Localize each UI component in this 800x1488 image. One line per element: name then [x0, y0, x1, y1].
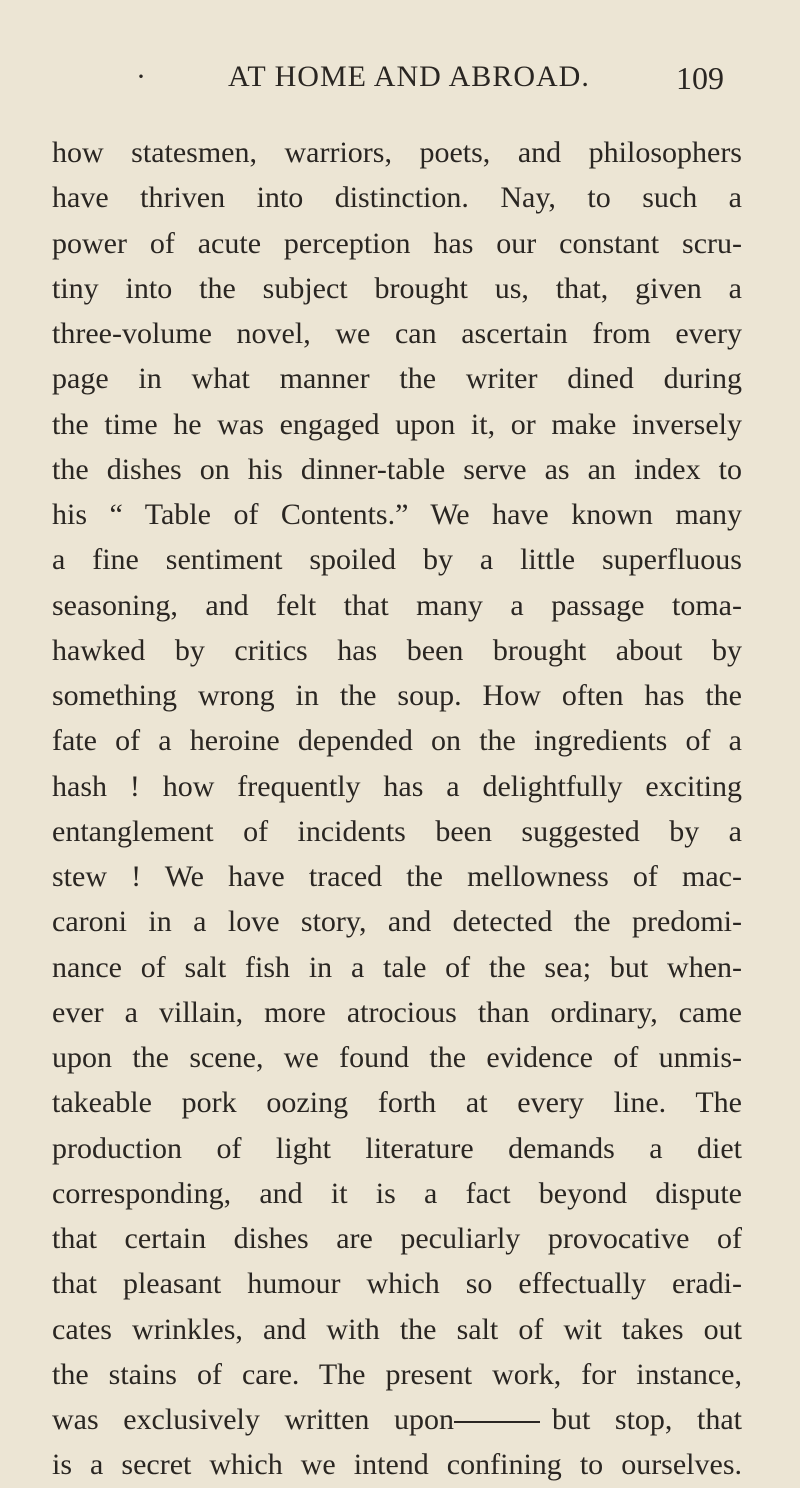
text-line: that certain dishes are peculiarly provocative of: [52, 1222, 742, 1255]
text-line: that pleasant humour which so effectually eradi-: [52, 1267, 742, 1301]
text-fragment: but stop, that: [552, 1403, 742, 1436]
running-title: AT HOME AND ABROAD.: [228, 60, 590, 93]
text-line: the time he was engaged upon it, or make inversely: [52, 407, 742, 441]
text-line: production of light literature demands a diet: [52, 1131, 742, 1165]
text-line: stew ! We have traced the mellowness of mac-: [52, 860, 742, 893]
text-fragment: was exclusively written upon: [52, 1403, 454, 1436]
text-line: a fine sentiment spoiled by a little superfluous: [52, 543, 742, 577]
header-dot: ·: [136, 60, 146, 93]
text-line: three-volume novel, we can ascertain from every: [52, 317, 742, 350]
text-line: is a secret which we intend confining to ourselves.: [52, 1448, 742, 1482]
body-text: [52, 130, 742, 1488]
text-line: fate of a heroine depended on the ingredients of a: [52, 724, 742, 758]
text-line: page in what manner the writer dined during: [52, 362, 742, 396]
text-line: entanglement of incidents been suggested by a: [52, 814, 742, 848]
text-line: hawked by critics has been brought about by: [52, 633, 742, 667]
text-line: something wrong in the soup. How often has the: [52, 679, 742, 712]
text-line: corresponding, and it is a fact beyond dispute: [52, 1176, 742, 1210]
text-line: nance of salt fish in a tale of the sea; but when-: [52, 950, 742, 984]
text-line: takeable pork oozing forth at every line. The: [52, 1086, 742, 1120]
text-line: his “ Table of Contents.” We have known many: [52, 498, 742, 531]
text-line: power of acute perception has our constant scru-: [52, 226, 742, 260]
text-line: seasoning, and felt that many a passage toma-: [52, 588, 742, 622]
text-line: the dishes on his dinner-table serve as an index to: [52, 452, 742, 486]
text-line: cates wrinkles, and with the salt of wit takes out: [52, 1312, 742, 1346]
text-line: upon the scene, we found the evidence of unmis-: [52, 1041, 742, 1074]
page-number: 109: [676, 60, 724, 96]
text-line-with-dash: [52, 1397, 742, 1442]
text-line: ever a villain, more atrocious than ordinary, came: [52, 995, 742, 1029]
text-line: tiny into the subject brought us, that, given a: [52, 271, 742, 305]
text-line: the stains of care. The present work, for instance,: [52, 1357, 742, 1391]
text-line: how statesmen, warriors, poets, and philosophers: [52, 136, 742, 169]
text-line: have thriven into distinction. Nay, to such a: [52, 181, 742, 215]
running-header: [0, 60, 800, 100]
text-line: hash ! how frequently has a delightfully exciting: [52, 769, 742, 803]
text-line: caroni in a love story, and detected the predomi-: [52, 905, 742, 939]
